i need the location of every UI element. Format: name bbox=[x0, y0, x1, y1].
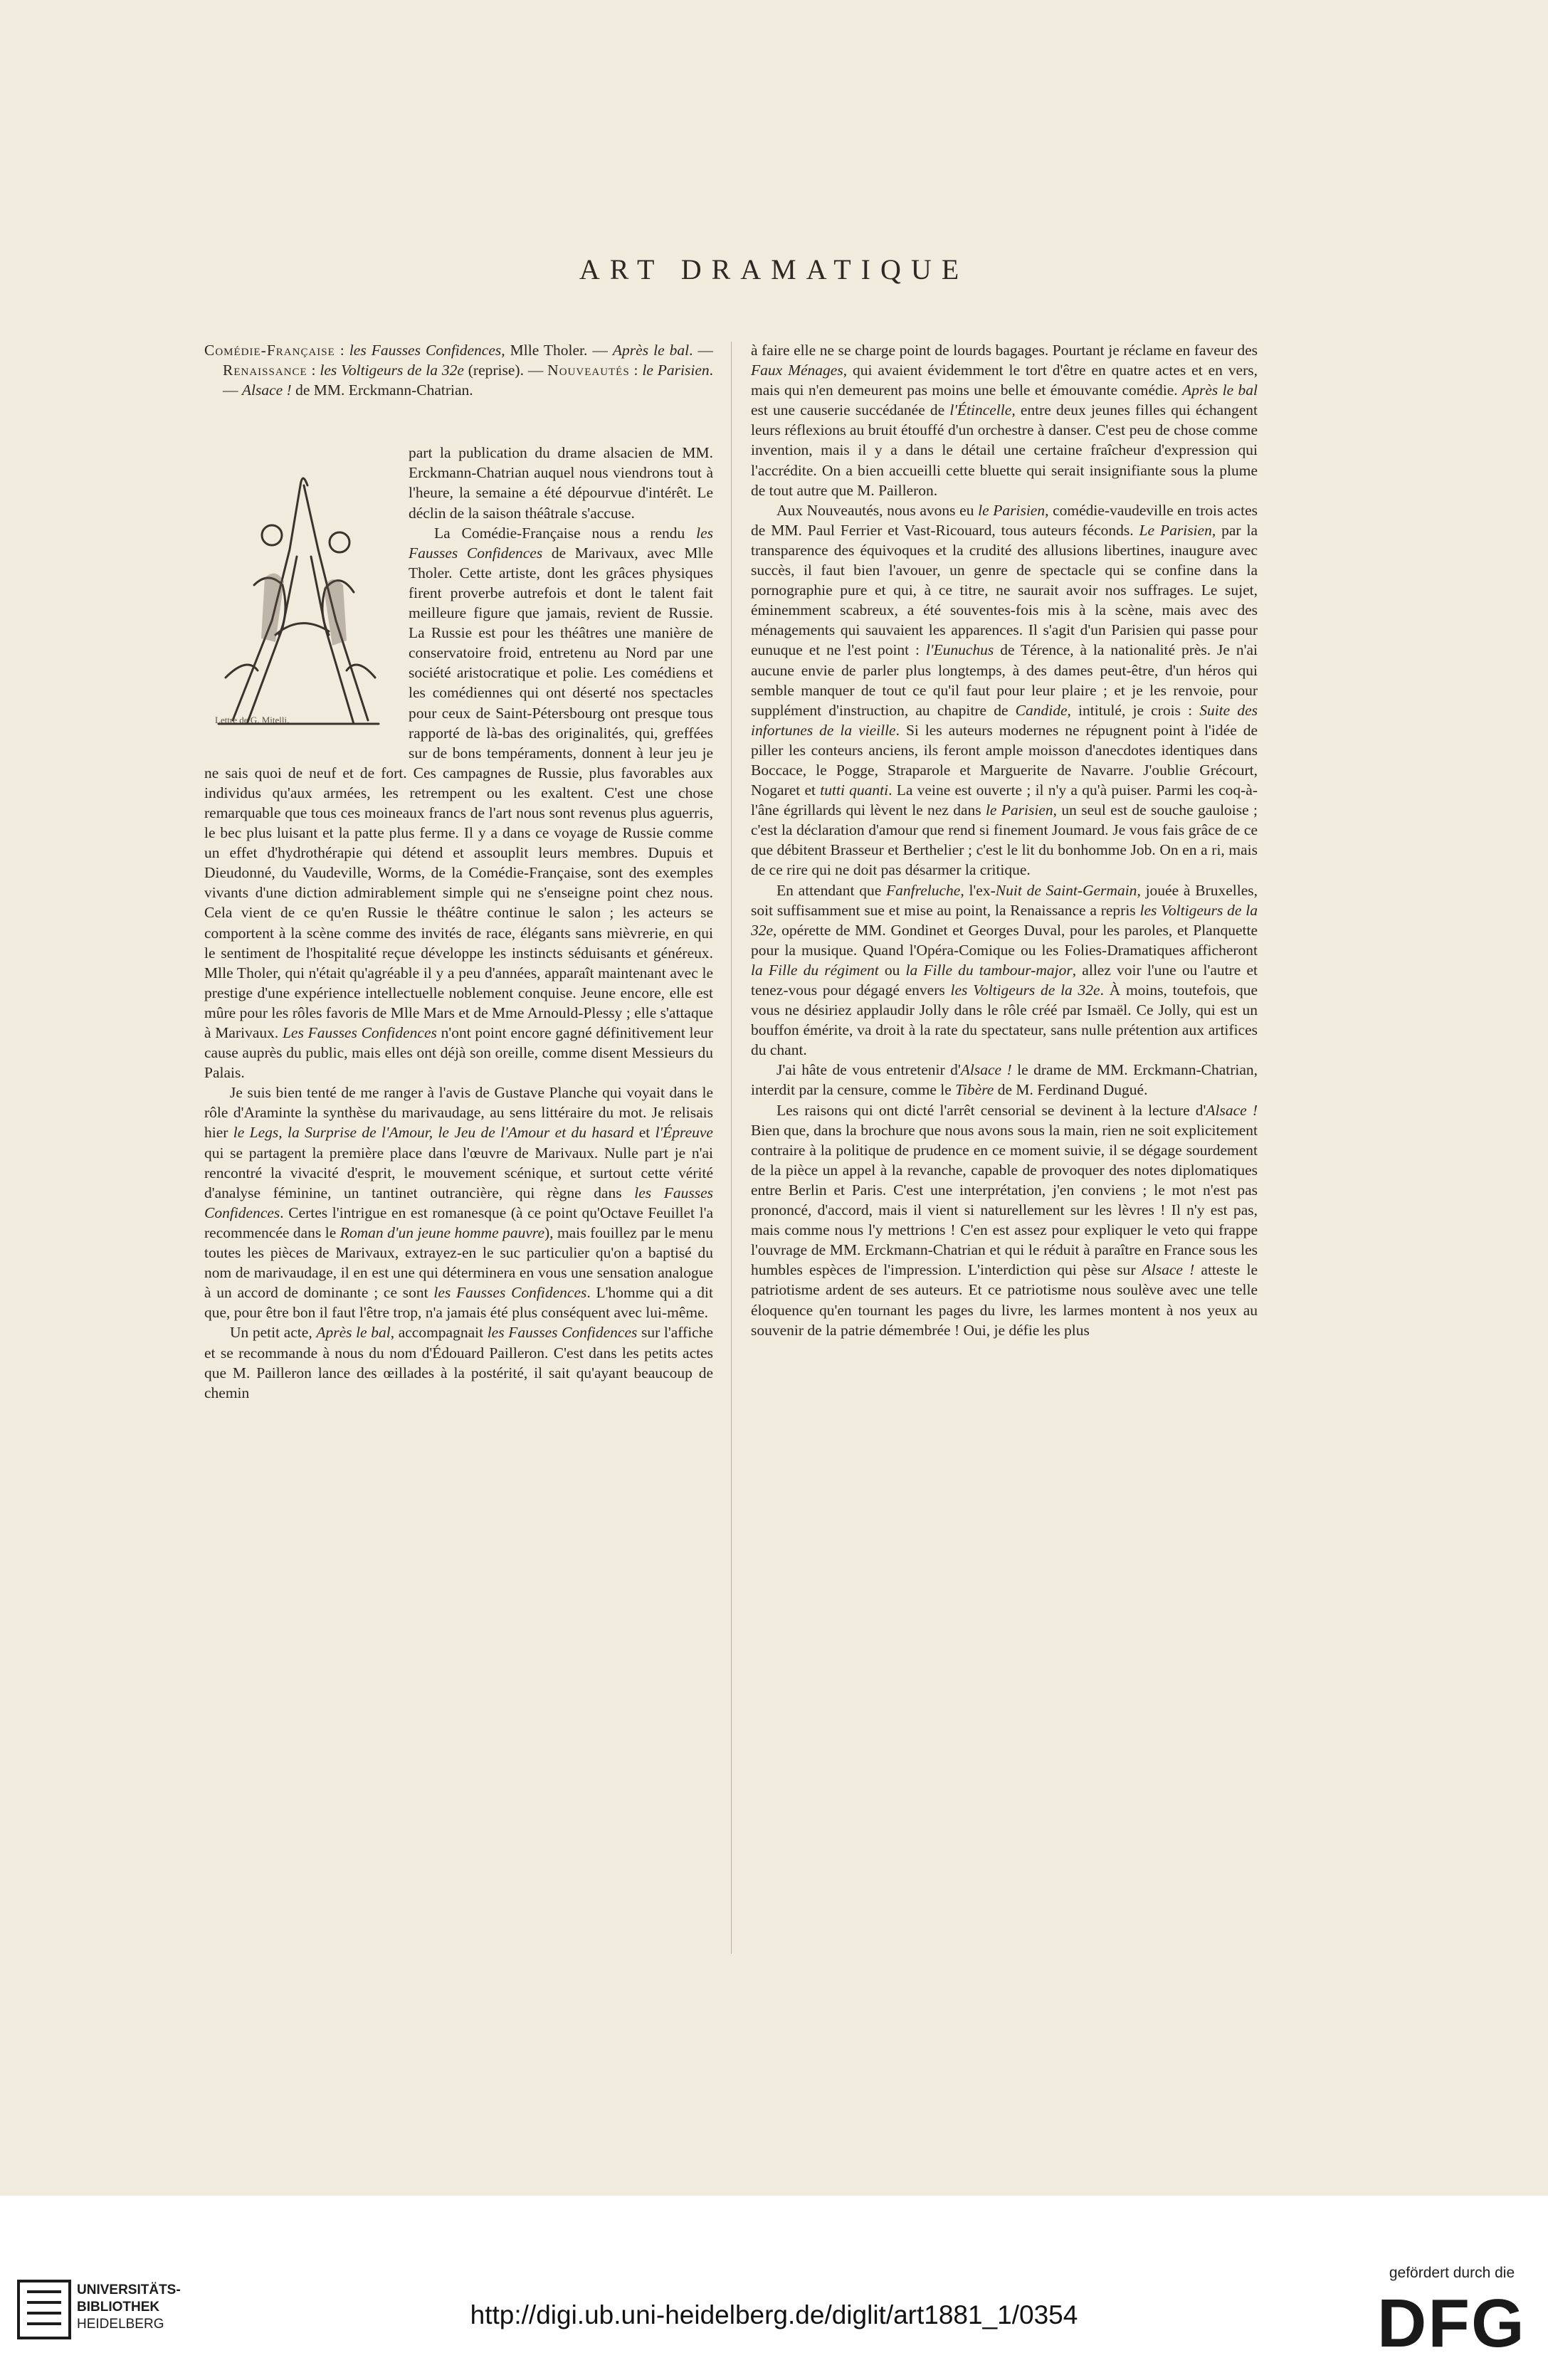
italic-text: Alsace ! bbox=[960, 1061, 1012, 1079]
text-run: , par la transparence des équivoques et la crudité des allusions libertines, inaugure avec succès, il faut bien l'avouer, un genre de spectacle qui se confine dans la pornographie pure et qui, à ce titre, ne saurait avoir nos suffrages. Le sujet, éminemment scabreux, a été souventes-fois mis à la scène, mais avec des ménagements qui sauvaient les apparences. Il s'agit d'un Parisien qui passe pour eunuque et ne l'est point : bbox=[751, 521, 1258, 659]
text-run: . Si les auteurs modernes ne répugnent point à l'idée de piller les conteurs anciens, ils feront ample moisson d'anecdotes identiques dans Boccace, le Pogge, Straparole et Marguerite de Navarre. J'oublie Grécourt, Nogaret et bbox=[751, 721, 1258, 799]
library-name-line-3: HEIDELBERG bbox=[77, 2317, 164, 2332]
text-run: Aux Nouveautés, nous avons eu bbox=[776, 501, 979, 519]
left-column bbox=[204, 340, 713, 1950]
italic-text: le Parisien bbox=[978, 501, 1046, 519]
text-run: Un petit acte, bbox=[230, 1324, 317, 1342]
acrobats-letter-a-image bbox=[204, 443, 393, 742]
text-run: , l'ex- bbox=[960, 881, 996, 899]
text-run: Je suis bien tenté de me ranger à l'avis de Gustave Planche qui voyait dans le rôle d'Araminte la synthèse du marivaudage, au sens littéraire du mot. Je relisais hier bbox=[204, 1084, 713, 1142]
text-run: Les raisons qui ont dicté l'arrêt censorial se devinent à la lecture d' bbox=[776, 1101, 1206, 1119]
italic-text: l'Eunuchus bbox=[925, 641, 994, 659]
italic-text: Les Fausses Confidences bbox=[282, 1024, 437, 1041]
text-run: : bbox=[335, 342, 349, 359]
italic-text: le Legs, la Surprise de l'Amour, le Jeu de l'Amour et du hasard bbox=[233, 1124, 634, 1142]
text-run: En attendant que bbox=[776, 881, 887, 899]
text-run: , comédie-vaudeville en trois actes de MM. Paul Ferrier et Vast-Ricouard, tous auteurs féconds. bbox=[751, 501, 1258, 539]
italic-text: Après le bal bbox=[612, 342, 690, 359]
text-run: J'ai hâte de vous entretenir d' bbox=[776, 1061, 961, 1079]
text-run: . La veine est ouverte ; il n'y a qu'à puiser. Parmi les coq-à-l'âne égrillards qui lèvent le nez dans bbox=[751, 781, 1258, 819]
italic-text: Faux Ménages bbox=[751, 362, 843, 379]
italic-text: Alsace ! bbox=[241, 381, 292, 399]
text-run: de Térence, à la nationalité près. Je n'ai aucune envie de parler plus longtemps, à des dames peut-être, d'un héros qui semble manquer de tout ce qu'il faut pour leur plaire ; et je les renvoie, pour supplément d'instruction, au chapitre de bbox=[751, 641, 1258, 719]
paragraph bbox=[751, 500, 1258, 880]
italic-text: la Fille du régiment bbox=[751, 961, 879, 979]
paragraph bbox=[204, 1322, 713, 1402]
text-run: , qui avaient évidemment le tort d'être en quatre actes et en vers, mais qui n'en demeurent pas moins une belle et émouvante comédie. bbox=[751, 362, 1258, 399]
italic-text: l'Étincelle bbox=[949, 401, 1012, 419]
column-divider bbox=[731, 342, 732, 1954]
paragraph bbox=[751, 880, 1258, 1060]
footer-bar bbox=[0, 2196, 1548, 2380]
library-name-line-2: BIBLIOTHEK bbox=[77, 2300, 160, 2315]
text-run: : bbox=[307, 362, 320, 379]
italic-text: les Fausses Confidences bbox=[409, 524, 713, 562]
italic-text: les Fausses Confidences bbox=[487, 1324, 638, 1342]
paragraph bbox=[204, 1083, 713, 1322]
library-name-line-1: UNIVERSITÄTS- bbox=[77, 2282, 181, 2297]
italic-text: Suite des infortunes de la vieille bbox=[751, 701, 1258, 739]
text-run: . À moins, toutefois, que vous ne désiriez applaudir Jolly dans le rôle créé par Ismaël. Ce Jolly, qui est un bouffon émérite, va droit à la rate du spectateur, sans nulle prétention aux artifices du chant. bbox=[751, 981, 1258, 1059]
italic-text: les Voltigeurs de la 32e bbox=[320, 362, 464, 379]
text-run: est une causerie succédanée de bbox=[751, 401, 950, 419]
italic-text: Fanfreluche bbox=[886, 881, 961, 899]
text-run: part la publication du drame alsacien de MM. Erckmann-Chatrian auquel nous viendrons tout à l'heure, la semaine a été dépourvue d'intérêt. Le déclin de la saison théâtrale s'accuse. bbox=[409, 444, 713, 522]
text-run: (reprise). — bbox=[463, 362, 548, 379]
small-caps-text: Renaissance bbox=[223, 362, 307, 379]
article-summary bbox=[204, 340, 713, 400]
text-run: sur l'affiche et se recommande à nous du nom d'Édouard Pailleron. C'est dans les petits actes que M. Pailleron lance des œillades à la postérité, il sait qu'ayant beaucoup de chemin bbox=[204, 1324, 714, 1401]
text-run: , intitulé, je crois : bbox=[1067, 701, 1200, 719]
italic-text: Après le bal bbox=[316, 1324, 391, 1342]
text-run: La Comédie-Française nous a rendu bbox=[434, 524, 697, 542]
text-run: de M. Ferdinand Dugué. bbox=[994, 1081, 1148, 1099]
italic-text: Candide bbox=[1015, 701, 1068, 719]
text-run: à faire elle ne se charge point de lourds bagages. Pourtant je réclame en faveur des bbox=[751, 342, 1258, 359]
text-run: ), mais fouillez par le menu toutes les pièces de Marivaux, extrayez-en le suc particulier qu'on a baptisé du nom de marivaudage, il en est une qui déterminera en vous une sensation analogue à un accord de dominante ; ce sont bbox=[204, 1223, 713, 1302]
small-caps-text: Nouveautés bbox=[547, 362, 630, 379]
page-title: ART DRAMATIQUE bbox=[579, 253, 969, 285]
paragraph bbox=[751, 1100, 1258, 1340]
italic-text: les Voltigeurs de la 32e bbox=[751, 901, 1258, 939]
text-run: : bbox=[629, 362, 643, 379]
italic-text: les Fausses Confidences bbox=[204, 1184, 713, 1221]
text-run: qui se partagent la première place dans l'œuvre de Marivaux. Nulle part je n'ai rencontré la vivacité d'esprit, le mouvement scénique, et surtout cette vérité d'analyse féminine, un tantinet outrancière, qui règne dans bbox=[204, 1144, 713, 1201]
text-run: , entre deux jeunes filles qui échangent leurs réflexions au bruit étouffé d'un orchestre à danser. C'est peu de chose comme invention, mais il y a dans le détail une certaine fraîcheur d'expression qui l'accrédite. On a bien accueilli cette bluette qui serait insignifiante sous la plume de tout autre que M. Pailleron. bbox=[751, 401, 1258, 499]
text-run: de Marivaux, avec Mlle Tholer. Cette artiste, dont les grâces physiques firent proverbe autrefois et dont le talent fait meilleure figure que jamais, revient de Russie. La Russie est pour les théâtres une manière de conservatoire froid, entretenu au Nord par une société aristocratique et polie. Les comédiens et les comédiennes qui ont déserté nos spectacles pour ceux de Saint-Pétersbourg ont presque tous rapporté de là-bas des originalités, qui, greffées sur de bons tempéraments, donnent à leur jeu je ne sais quoi de neuf et de fort. Ces campagnes de Russie, plus favorables aux individus qu'aux armées, les retrempent ou les exaltent. C'est une chose remarquable que tous ces moineaux francs de l'art nous sont revenus plus aguerris, le bec plus luisant et la patte plus ferme. Il y a dans ce voyage de Russie comme un effet d'hydrothérapie qui détend et assouplit leurs membres. Dupuis et Dieudonné, du Vaudeville, Worms, de la Comédie-Française, sont des exemples vivants d'une diction admirablement simple qui ne s'enseigne point chez nous. Cela vient de ce qu'en Russie le théâtre continue le salon ; les acteurs se comportent à la scène comme des invités de race, élégants sans mièvrerie, en qui le sentiment de l'hospitalité reçue développe les instincts séduisants et généreux. Mlle Tholer, qui n'était qu'agréable il y a peu d'années, apparaît maintenant avec le prestige d'une expérience intellectuelle noblement conquise. Jeune encore, elle est mûre pour les rôles favoris de Mlle Mars et de Mme Arnould-Plessy ; elle s'attaque à Marivaux. bbox=[204, 544, 713, 1041]
text-run: . — bbox=[223, 362, 713, 399]
text-run: de MM. Erckmann-Chatrian. bbox=[291, 381, 473, 399]
text-run: et bbox=[633, 1124, 655, 1142]
italic-text: le Parisien bbox=[985, 801, 1053, 819]
italic-text: Alsace ! bbox=[1142, 1261, 1195, 1279]
text-run: n'ont point encore gagné définitivement leur cause auprès du public, mais elles ont déjà son oreille, comme disent Messieurs du Palais. bbox=[204, 1024, 713, 1082]
funding-note: gefördert durch die bbox=[1389, 2265, 1515, 2281]
text-run: , opérette de MM. Gondinet et Georges Duval, pour les paroles, et Planquette pour la musique. Quand l'Opéra-Comique ou les Folies-Dramatiques afficheront bbox=[751, 921, 1258, 959]
small-caps-text: Comédie-Française bbox=[204, 342, 335, 359]
text-run: , un seul est de souche gauloise ; c'est la déclaration d'amour que rend si finement Joumard. Je vous fais grâce de ce que débitent Brasseur et Berthelier ; c'est le lit du bonhomme Job. On en a ri, mais de ce rire qui ne doit pas désarmer la critique. bbox=[751, 801, 1258, 879]
italic-text: Le Parisien bbox=[1139, 521, 1212, 539]
italic-text: les Voltigeurs de la 32e bbox=[950, 981, 1100, 999]
lettrine-illustration bbox=[204, 443, 393, 742]
text-run: Bien que, dans la brochure que nous avons sous la main, rien ne soit explicitement contraire à la politique de prudence en ce moment suivie, il se dégage sourdement de la pièce un appel à la revanche, capable de provoquer des notes diplomatiques entre Berlin et Paris. C'est une interprétation, j'en conviens ; le mot n'est pas prononcé, d'accord, mais il vient si naturellement sur les lèvres ! Il n'y est pas, mais comme nous l'y mettrions ! C'en est assez pour expliquer le veto qui frappe l'ouvrage de MM. Erckmann-Chatrian et qui le réduit à paraître en France sous les humbles espèces de l'impression. L'interdiction qui pèse sur bbox=[751, 1121, 1258, 1279]
text-run: . L'homme qui a dit que, pour être bon il faut l'être trop, n'a jamais été plus conséquent avec lui-même. bbox=[204, 1284, 713, 1322]
text-run: ou bbox=[878, 961, 906, 979]
text-run: , Mlle Tholer. — bbox=[501, 342, 613, 359]
text-run: . — bbox=[689, 342, 713, 359]
italic-text: les Fausses Confidences bbox=[433, 1284, 587, 1302]
italic-text: Tibère bbox=[955, 1081, 994, 1099]
text-run: , allez voir l'une ou l'autre et tenez-vous pour dégagé envers bbox=[751, 961, 1258, 999]
dfg-logo: DFG bbox=[1377, 2285, 1526, 2361]
text-run: le drame de MM. Erckmann-Chatrian, interdit par la censure, comme le bbox=[751, 1061, 1258, 1099]
italic-text: Alsace ! bbox=[1206, 1101, 1258, 1119]
text-run: , accompagnait bbox=[390, 1324, 488, 1342]
text-run: atteste le patriotisme ardent de ses auteurs. Et ce patriotisme nous soulève avec une telle éloquence qu'en tournant les pages du livre, les larmes montent à nos yeux au souvenir de la patrie démembrée ! Oui, je défie les plus bbox=[751, 1261, 1258, 1339]
italic-text: tutti quanti bbox=[820, 781, 889, 799]
lettrine-credit: Lettre de G. Mitelli. bbox=[215, 715, 290, 726]
permalink-url[interactable]: http://digi.ub.uni-heidelberg.de/diglit/art1881_1/0354 bbox=[470, 2300, 1078, 2329]
right-column bbox=[751, 340, 1258, 1963]
italic-text: le Parisien bbox=[642, 362, 710, 379]
paragraph bbox=[751, 1060, 1258, 1100]
italic-text: Nuit de Saint-Germain bbox=[995, 881, 1137, 899]
italic-text: l'Épreuve bbox=[655, 1124, 713, 1142]
text-run: . Certes l'intrigue en est romanesque (à ce point qu'Octave Feuillet l'a recommencée dans le bbox=[204, 1204, 713, 1241]
italic-text: la Fille du tambour-major bbox=[905, 961, 1073, 979]
italic-text: Après le bal bbox=[1182, 381, 1258, 399]
italic-text: Roman d'un jeune homme pauvre bbox=[339, 1223, 545, 1241]
text-run: , jouée à Bruxelles, soit suffisamment sue et mise au point, la Renaissance a repris bbox=[751, 881, 1258, 919]
italic-text: les Fausses Confidences bbox=[349, 342, 502, 359]
paragraph bbox=[751, 340, 1258, 500]
